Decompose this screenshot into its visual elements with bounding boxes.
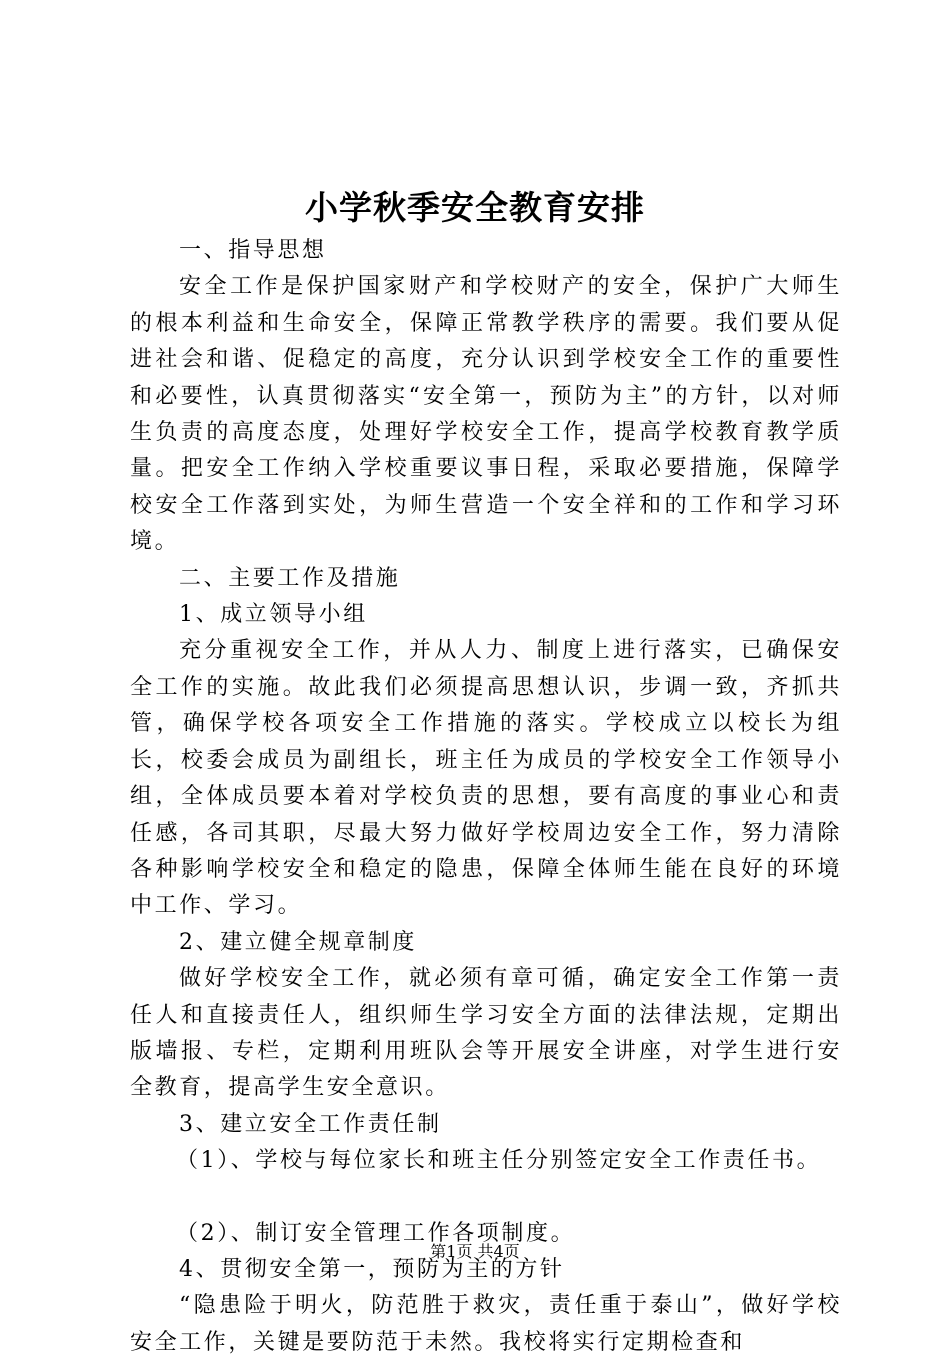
subheading-responsibility-system: 3、建立安全工作责任制 bbox=[179, 1111, 442, 1137]
list-item-responsibility-letter: （1）、学校与每位家长和班主任分别签定安全工作责任书。 bbox=[176, 1148, 822, 1174]
paragraph-safety-first: “隐患险于明火，防范胜于救灾，责任重于泰山”，做好学校安全工作，关键是要防范于未然。我校将实行定期检查和 bbox=[130, 1293, 842, 1355]
document-body bbox=[130, 233, 842, 1361]
page-footer: 第1页 共4页 bbox=[430, 1242, 520, 1261]
section-heading-main-work: 二、主要工作及措施 bbox=[179, 565, 401, 591]
paragraph-spacer bbox=[130, 1180, 842, 1216]
paragraph-rules-system: 做好学校安全工作，就必须有章可循，确定安全工作第一责任人和直接责任人，组织师生学习安全方面的法律法规，定期出版墙报、专栏，定期利用班队会等开展安全讲座，对学生进行安全教育，提高学生安全意识。 bbox=[130, 966, 842, 1101]
paragraph-guiding-ideology: 安全工作是保护国家财产和学校财产的安全，保护广大师生的根本利益和生命安全，保障正常教学秩序的需要。我们要从促进社会和谐、促稳定的高度，充分认识到学校安全工作的重要性和必要性，认真贯彻落实“安全第一，预防为主”的方针，以对师生负责的高度态度，处理好学校安全工作，提高学校教育教学质量。把安全工作纳入学校重要议事日程，采取必要措施，保障学校安全工作落到实处，为师生营造一个安全祥和的工作和学习环境。 bbox=[130, 274, 842, 555]
subheading-safety-first: 4、贯彻安全第一，预防为主的方针 bbox=[179, 1256, 565, 1282]
paragraph-leadership-group: 充分重视安全工作，并从人力、制度上进行落实，已确保安全工作的实施。故此我们必须提高思想认识，步调一致，齐抓共管，确保学校各项安全工作措施的落实。学校成立以校长为组长，校委会成员为副组长，班主任为成员的学校安全工作领导小组，全体成员要本着对学校负责的思想，要有高度的事业心和责任感，各司其职，尽最大努力做好学校周边安全工作，努力清除各种影响学校安全和稳定的隐患，保障全体师生能在良好的环境中工作、学习。 bbox=[130, 638, 842, 919]
section-heading-guiding-ideology: 一、指导思想 bbox=[179, 238, 327, 263]
list-item-management-rules: （2）、制订安全管理工作各项制度。 bbox=[176, 1220, 576, 1246]
subheading-leadership-group: 1、成立领导小组 bbox=[179, 602, 368, 628]
document-title: 小学秋季安全教育安排 bbox=[305, 188, 645, 227]
subheading-rules-system: 2、建立健全规章制度 bbox=[179, 929, 417, 955]
